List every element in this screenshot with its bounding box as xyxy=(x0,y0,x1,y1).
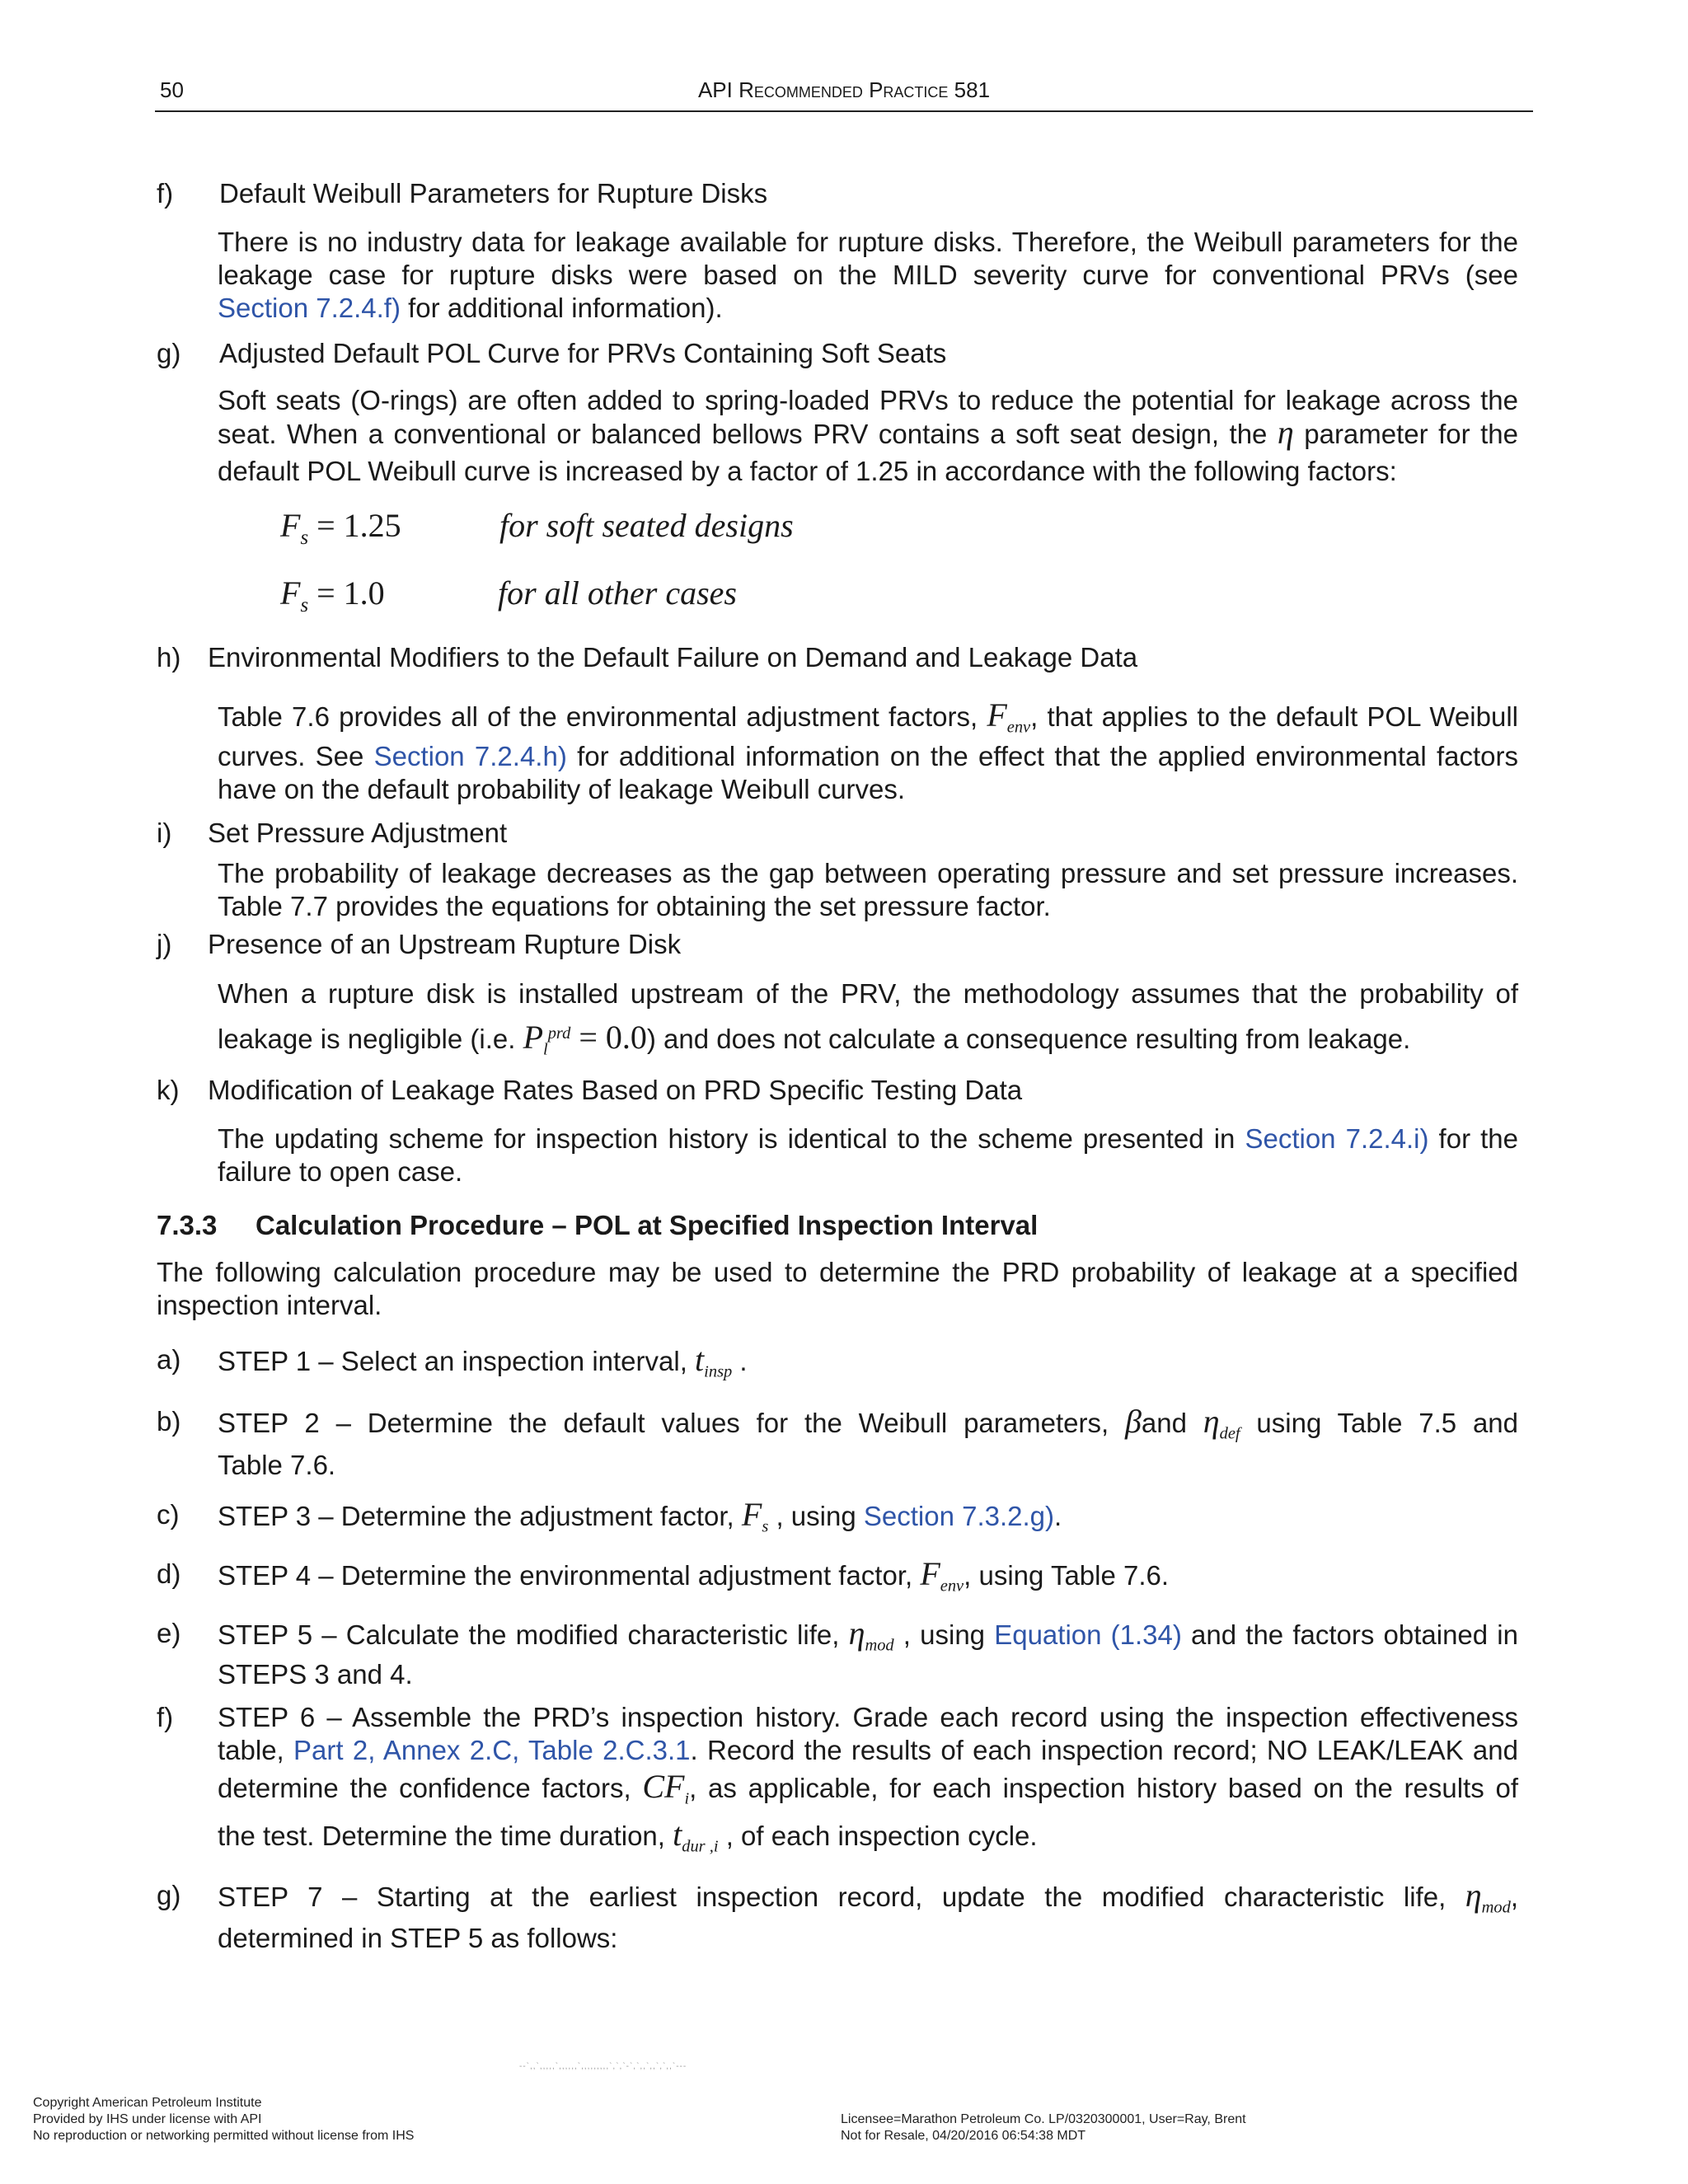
section-title: Calculation Procedure – POL at Specified Inspection Interval xyxy=(256,1210,1039,1240)
body-text: for additional information on the effect that the applied environmental factors xyxy=(566,741,1518,771)
body-text: , of each inspection cycle. xyxy=(718,1821,1038,1851)
item-heading: Default Weibull Parameters for Rupture Disks xyxy=(219,178,768,209)
eta-symbol: η xyxy=(1465,1877,1482,1914)
subscript: env xyxy=(1006,718,1031,737)
item-label: i) xyxy=(157,818,172,848)
step-body xyxy=(218,1617,1518,1662)
step-body xyxy=(218,1405,1518,1451)
symbol: F xyxy=(280,507,301,544)
footer-line: No reproduction or networking permitted without license from IHS xyxy=(33,2129,415,2143)
body-text: , that applies to the default POL Weibull xyxy=(1030,701,1518,732)
body-text: STEP 5 – Calculate the modified characteristic life, xyxy=(218,1619,840,1650)
body-line: have on the default probability of leakage Weibull curves. xyxy=(218,774,906,804)
footer-right xyxy=(841,2111,1246,2144)
subscript: env xyxy=(940,1577,964,1596)
beta-symbol: β xyxy=(1124,1403,1142,1440)
equation-fs-other xyxy=(280,574,737,626)
item-label: h) xyxy=(157,642,181,673)
value: = 0.0 xyxy=(570,1019,647,1056)
body-text: STEP 3 – Determine the adjustment factor, xyxy=(218,1501,742,1531)
body-text: . Record the results of each inspection record; NO LEAK/LEAK and xyxy=(690,1735,1518,1765)
body-text: , using xyxy=(768,1501,864,1531)
item-heading: Environmental Modifiers to the Default Failure on Demand and Leakage Data xyxy=(208,642,1138,673)
body-line: When a rupture disk is installed upstream of the PRV, the methodology assumes that the probability of xyxy=(218,978,1518,1009)
page-number: 50 xyxy=(160,77,184,102)
section-link[interactable]: Section 7.2.4.i) xyxy=(1245,1123,1429,1154)
step-line xyxy=(218,1818,1038,1863)
step-label: g) xyxy=(157,1880,181,1910)
symbol: t xyxy=(673,1816,682,1853)
page-header xyxy=(155,77,1533,112)
body-text: seat. When a conventional or balanced bellows PRV contains a soft seat design, the xyxy=(218,419,1268,449)
symbol: F xyxy=(987,696,1007,733)
subscript: i xyxy=(684,1789,690,1808)
body-line xyxy=(218,1879,1518,1924)
step-label: d) xyxy=(157,1558,181,1589)
step-text xyxy=(218,1343,748,1389)
body-line xyxy=(218,1405,1518,1451)
subscript: dur ,i xyxy=(682,1837,719,1856)
body-text: , as applicable, for each inspection history based on the results of xyxy=(689,1773,1518,1803)
item-heading: Presence of an Upstream Rupture Disk xyxy=(208,929,682,959)
body-text: , using Table 7.6. xyxy=(964,1560,1170,1591)
subscript: l xyxy=(543,1040,548,1059)
item-body xyxy=(218,696,1518,744)
step-label: a) xyxy=(157,1344,181,1375)
step-text xyxy=(218,1498,1062,1544)
body-text: the test. Determine the time duration, xyxy=(218,1821,673,1851)
symbol: F xyxy=(280,574,301,612)
body-text: STEP 7 – Starting at the earliest inspection record, update the modified characteristic life, xyxy=(218,1882,1447,1912)
body-text: , xyxy=(1510,1882,1518,1912)
body-text: using Table 7.5 and xyxy=(1256,1408,1519,1438)
section-link[interactable]: Section 7.2.4.f) xyxy=(218,293,401,323)
body-line: failure to open case. xyxy=(218,1156,463,1187)
body-text: and xyxy=(1141,1408,1187,1438)
superscript: prd xyxy=(547,1024,571,1043)
body-text: . xyxy=(732,1346,748,1376)
body-line: The following calculation procedure may be used to determine the PRD probability of leakage at a specified xyxy=(157,1257,1518,1287)
eta-symbol: η xyxy=(848,1615,865,1652)
item-body xyxy=(218,977,1518,1010)
body-line xyxy=(218,1617,1518,1662)
body-text: leakage is negligible (i.e. xyxy=(218,1024,523,1054)
step-text xyxy=(218,1555,1170,1603)
value: = 1.0 xyxy=(308,574,385,612)
section-number: 7.3.3 xyxy=(157,1210,218,1240)
body-line xyxy=(218,1017,1518,1066)
step-body xyxy=(218,1879,1518,1924)
running-title xyxy=(155,77,1533,103)
step-label: b) xyxy=(157,1406,181,1436)
step-line: STEPS 3 and 4. xyxy=(218,1659,413,1690)
item-label: j) xyxy=(157,929,172,959)
item-label: k) xyxy=(157,1075,180,1105)
item-label: g) xyxy=(157,338,181,368)
item-body xyxy=(218,740,1518,806)
body-text: for additional information). xyxy=(400,293,723,323)
equation-text: for all other cases xyxy=(498,574,737,612)
step-label: c) xyxy=(157,1499,180,1530)
step-label: f) xyxy=(157,1702,174,1732)
subscript: s xyxy=(300,594,309,616)
section-link[interactable]: Section 7.3.2.g) xyxy=(863,1501,1055,1531)
eta-symbol: η xyxy=(1277,414,1294,451)
body-text: table, xyxy=(218,1735,294,1765)
item-body xyxy=(218,416,1518,451)
value: = 1.25 xyxy=(308,507,401,544)
eta-symbol: η xyxy=(1203,1403,1220,1440)
section-intro xyxy=(157,1256,1518,1322)
subscript: def xyxy=(1219,1424,1240,1443)
symbol: CF xyxy=(642,1768,685,1805)
item-label: f) xyxy=(157,178,174,209)
body-line xyxy=(218,1734,1518,1767)
step-line: determined in STEP 5 as follows: xyxy=(218,1923,618,1953)
step-line: Table 7.6. xyxy=(218,1450,336,1480)
equation-link[interactable]: Equation (1.34) xyxy=(994,1619,1182,1650)
body-line: default POL Weibull curve is increased by a factor of 1.25 in accordance with the following factors: xyxy=(218,456,1397,486)
item-body xyxy=(218,1122,1518,1188)
body-line xyxy=(218,1770,1518,1816)
body-line xyxy=(218,292,1518,325)
subscript: mod xyxy=(865,1636,894,1655)
footer-line: Copyright American Petroleum Institute xyxy=(33,2096,262,2110)
body-text: . xyxy=(1054,1501,1062,1531)
step-body xyxy=(218,1770,1518,1816)
body-line xyxy=(218,740,1518,773)
subscript: s xyxy=(300,527,309,549)
body-text: STEP 2 – Determine the default values for the Weibull parameters, xyxy=(218,1408,1109,1438)
body-text: and the factors obtained in xyxy=(1181,1619,1518,1650)
body-line xyxy=(218,416,1518,451)
item-heading: Modification of Leakage Rates Based on PRD Specific Testing Data xyxy=(208,1075,1023,1105)
tracking-watermark: --`,,`,,,,,`,,,,,,`,,,,,,,,,`,`,`-`,`,,`,,`,`,,`--- xyxy=(519,2062,687,2071)
item-heading: Adjusted Default POL Curve for PRVs Containing Soft Seats xyxy=(219,338,947,368)
item-body xyxy=(218,857,1518,923)
body-line: STEP 6 – Assemble the PRD’s inspection history. Grade each record using the inspection effectiveness xyxy=(218,1702,1518,1732)
footer-line: Licensee=Marathon Petroleum Co. LP/0320300001, User=Ray, Brent xyxy=(841,2112,1246,2126)
subscript: insp xyxy=(704,1362,733,1381)
body-line: Table 7.7 provides the equations for obtaining the set pressure factor. xyxy=(218,891,1051,921)
body-text: , using xyxy=(893,1619,995,1650)
body-text: The updating scheme for inspection history is identical to the scheme presented in xyxy=(218,1123,1245,1154)
body-text: STEP 1 – Select an inspection interval, xyxy=(218,1346,696,1376)
body-line: The probability of leakage decreases as the gap between operating pressure and set pressure increases. xyxy=(218,858,1518,888)
step-body xyxy=(218,1701,1518,1767)
body-text: parameter for the xyxy=(1304,419,1518,449)
footer-line: Not for Resale, 04/20/2016 06:54:38 MDT xyxy=(841,2129,1086,2143)
body-text: Table 7.6 provides all of the environmental adjustment factors, xyxy=(218,701,978,732)
title-suffix: 581 xyxy=(948,77,991,102)
body-text: for the xyxy=(1428,1123,1518,1154)
section-link[interactable]: Section 7.2.4.h) xyxy=(373,741,567,771)
title-smallcaps: Recommended Practice xyxy=(738,77,949,102)
body-text: ) and does not calculate a consequence resulting from leakage. xyxy=(646,1024,1411,1054)
body-line: inspection interval. xyxy=(157,1290,382,1320)
body-text: determine the confidence factors, xyxy=(218,1773,631,1803)
equation-fs-soft xyxy=(280,506,794,558)
equation-text: for soft seated designs xyxy=(499,507,794,544)
subscript: mod xyxy=(1481,1898,1511,1917)
item-body xyxy=(218,455,1518,488)
item-body xyxy=(218,226,1518,325)
body-line xyxy=(218,696,1518,744)
subscript: s xyxy=(762,1517,769,1536)
symbol: F xyxy=(741,1496,762,1533)
footer-left xyxy=(33,2095,414,2144)
body-text: curves. See xyxy=(218,741,374,771)
item-body xyxy=(218,384,1518,417)
body-line: Soft seats (O-rings) are often added to spring-loaded PRVs to reduce the potential for leakage across the xyxy=(218,385,1518,415)
title-prefix: API xyxy=(697,77,739,102)
item-body xyxy=(218,1017,1518,1066)
body-line: leakage case for rupture disks were based on the MILD severity curve for conventional PRVs (see xyxy=(218,260,1518,290)
footer-line: Provided by IHS under license with API xyxy=(33,2112,262,2126)
annex-table-link[interactable]: Part 2, Annex 2.C, Table 2.C.3.1 xyxy=(293,1735,691,1765)
body-line: There is no industry data for leakage available for rupture disks. Therefore, the Weibull parameters for the xyxy=(218,227,1518,257)
symbol: F xyxy=(920,1555,940,1592)
symbol: P xyxy=(523,1019,543,1056)
symbol: t xyxy=(695,1341,705,1378)
item-heading: Set Pressure Adjustment xyxy=(208,818,508,848)
body-text: STEP 4 – Determine the environmental adjustment factor, xyxy=(218,1560,921,1591)
body-line xyxy=(218,1122,1518,1155)
step-label: e) xyxy=(157,1618,181,1648)
